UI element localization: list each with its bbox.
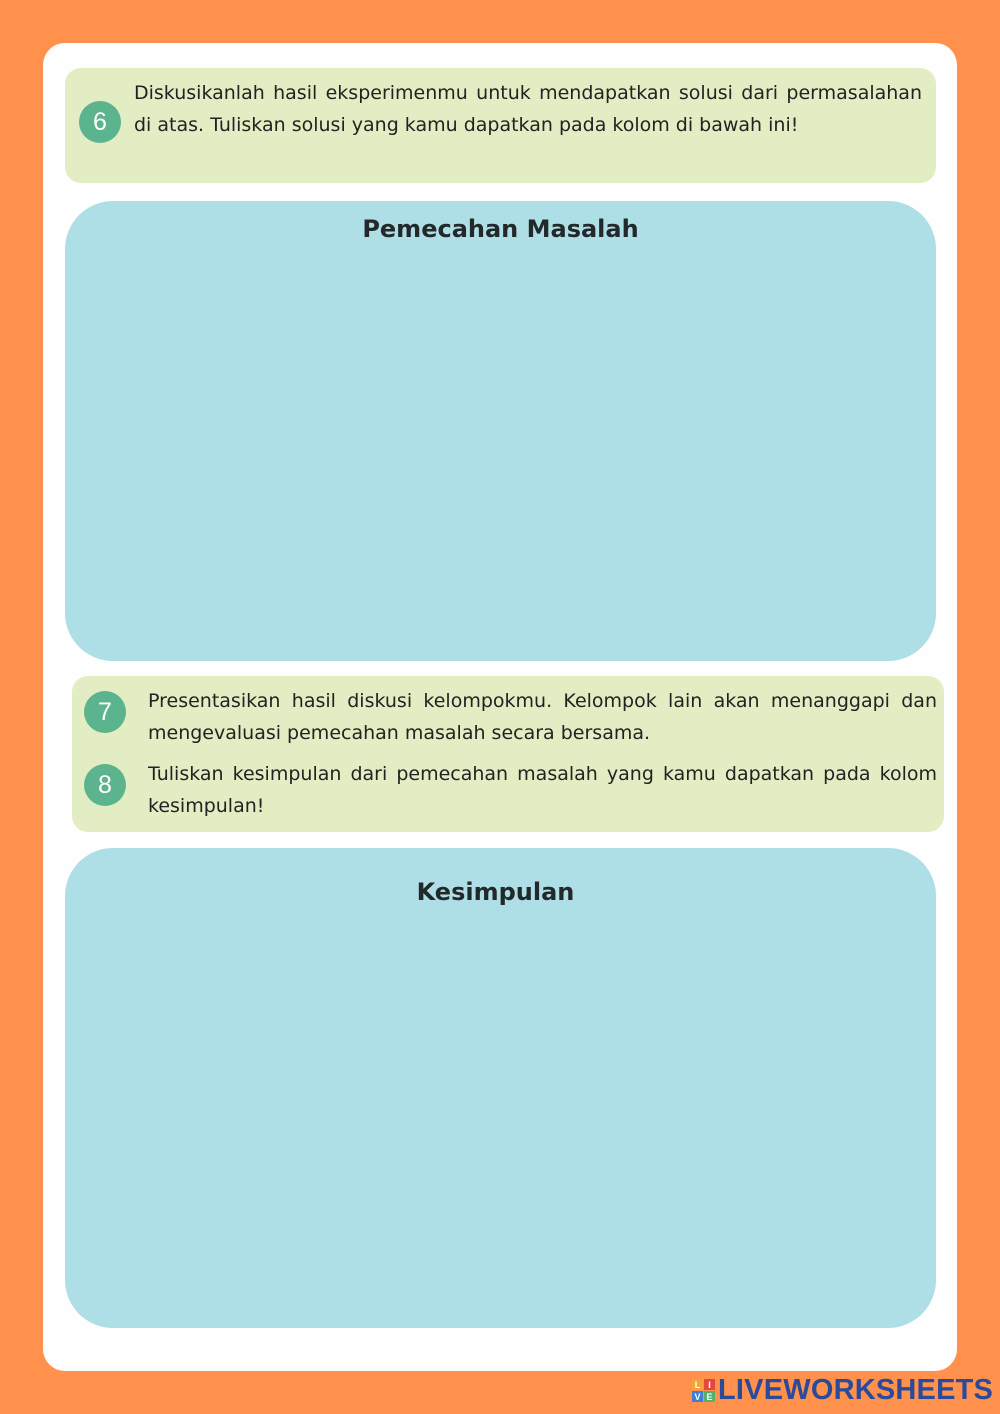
logo-text: LIVEWORKSHEETS — [718, 1374, 994, 1406]
step-instruction-text: Diskusikanlah hasil eksperimenmu untuk mendapatkan solusi dari permasalahan di atas. Tuliskan solusi yang kamu dapatkan pada kolom di bawah ini! — [134, 82, 922, 136]
liveworksheets-logo — [692, 1374, 993, 1407]
logo-mark-icon — [692, 1379, 715, 1402]
logo-letter: E — [704, 1391, 715, 1402]
step-number-badge: 8 — [84, 764, 126, 806]
problem-solving-answer-box[interactable] — [65, 201, 936, 661]
step-instruction-text: Tuliskan kesimpulan dari pemecahan masalah yang kamu dapatkan pada kolom kesimpulan! — [148, 763, 937, 817]
conclusion-title: Kesimpulan — [416, 878, 575, 906]
step-number-badge: 7 — [84, 691, 126, 733]
logo-letter: V — [692, 1391, 703, 1402]
logo-letter: L — [692, 1379, 703, 1390]
instruction-box-steps-7-8 — [72, 676, 944, 832]
problem-solving-title: Pemecahan Masalah — [362, 215, 639, 243]
conclusion-answer-box[interactable] — [65, 848, 936, 1328]
step-instruction-text: Presentasikan hasil diskusi kelompokmu. Kelompok lain akan menanggapi dan mengevaluasi pemecahan masalah secara bersama. — [148, 690, 937, 744]
logo-letter: I — [704, 1379, 715, 1390]
instruction-box-step-6 — [65, 68, 936, 183]
step-number-badge: 6 — [79, 101, 121, 143]
